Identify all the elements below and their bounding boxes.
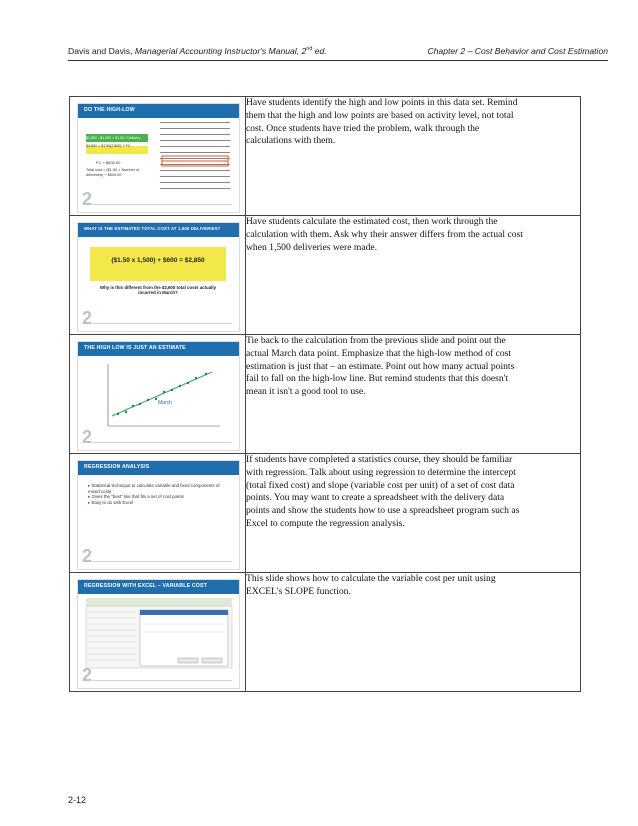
note-line: cost. Once students have tried the problem, walk through the: [246, 122, 480, 134]
slide-notes-table: [69, 96, 581, 692]
slide-title: REGRESSION WITH EXCEL – VARIABLE COST: [84, 583, 208, 589]
notes-cell: [246, 97, 581, 216]
slide-thumbnail: [77, 222, 240, 332]
slide-bullet-text: Statistical technique to calculate variable and fixed components of mixed costs: [88, 483, 220, 494]
note-line: Have students calculate the estimated cost, then work through the: [246, 216, 498, 227]
slide-thumbnail-cell: [70, 454, 246, 573]
slide-title: WHAT IS THE ESTIMATED TOTAL COST AT 1,500 DELIVERIES?: [84, 226, 221, 231]
slide-thumbnail-cell: [70, 573, 246, 692]
page-header: [68, 46, 608, 60]
header-book-title: Managerial Accounting Instructor's Manual, 2: [134, 46, 307, 56]
header-rule: [68, 60, 608, 61]
slide-thumbnail-cell: [70, 97, 246, 216]
slide-number: 2: [82, 546, 93, 566]
slide-number: 2: [82, 665, 93, 685]
slide-title-bar: [78, 461, 239, 475]
slide-bullet: ▸ Statistical technique to calculate variable and fixed components of mixed costs: [88, 483, 220, 494]
notes-cell: [246, 573, 581, 692]
note-line: Tie back to the calculation from the previous slide and point out the: [246, 335, 506, 346]
slide-title: DO THE HIGH-LOW: [84, 107, 135, 113]
slide-equation: ($1.50 x 1,500) + $600 = $2,850: [111, 257, 205, 264]
slide-scatter-chart: [78, 342, 239, 450]
slide-title: THE HIGH LOW IS JUST AN ESTIMATE: [84, 345, 186, 351]
header-authors: Davis and Davis,: [68, 46, 135, 56]
note-line: This slide shows how to calculate the variable cost per unit using: [246, 573, 496, 584]
note-line: actual March data point. Emphasize that the high-low method of cost: [246, 347, 512, 359]
slide-number: 2: [82, 427, 93, 447]
header-chapter: Chapter 2 – Cost Behavior and Cost Estimation: [427, 46, 608, 56]
slide-title: REGRESSION ANALYSIS: [84, 464, 150, 470]
slide-thumbnail-cell: [70, 216, 246, 335]
slide-total-cost: Total cost = ($1.50 × Number of deliveries) + $600.00: [86, 168, 140, 177]
notes-cell: [246, 335, 581, 454]
note-line: EXCEL's SLOPE function.: [246, 585, 351, 597]
header-edition-sup: nd: [306, 46, 313, 52]
note-line: estimation is just that – an estimate. Point out how many actual points: [246, 360, 515, 372]
slide-footer-rule: [92, 442, 232, 443]
slide-bullet-list: [88, 483, 228, 505]
slide-bullet: ▸ Easy to do with Excel: [88, 499, 134, 505]
note-line: mean it isn't a good tool to use.: [246, 386, 366, 397]
slide-bullet-text: Gives the "best" line that fits a set of cost points: [91, 494, 184, 500]
slide-thumbnail: [77, 460, 240, 570]
slide-highlight-box: [90, 247, 226, 281]
slide-title-bar: [78, 223, 239, 237]
note-line: with regression. Talk about using regression to determine the intercept: [246, 466, 516, 478]
note-line: when 1,500 deliveries were made.: [246, 241, 378, 253]
slide-question: Why is this different from the $2,600 total costs actually incurred in March?: [99, 285, 217, 296]
notes-cell: [246, 454, 581, 573]
note-line: calculation with them. Ask why their answer differs from the actual cost: [246, 228, 523, 240]
slide-formula-1: $1,500 - $1,050 = $1.50 / Delivery: [86, 136, 141, 140]
slide-thumbnail-cell: [70, 335, 246, 454]
note-line: calculations with them.: [246, 135, 336, 147]
table-row: [70, 454, 581, 573]
table-row: [70, 216, 581, 335]
slide-march-label: March: [158, 400, 172, 406]
header-left: [68, 46, 327, 56]
note-line: them that the high and low points are based on activity level, not total: [246, 109, 514, 121]
slide-thumbnail: [77, 579, 240, 689]
note-line: points. You may want to create a spreadsheet with the delivery data: [246, 492, 505, 504]
slide-number: 2: [82, 308, 93, 328]
slide-footer-rule: [92, 680, 232, 681]
slide-thumbnail: [77, 103, 240, 213]
slide-footer-rule: [92, 204, 232, 205]
table-row: [70, 335, 581, 454]
slide-formula-3: FC = $600.00: [96, 160, 121, 165]
slide-bullet: ▸ Gives the "best" line that fits a set of cost points: [88, 494, 184, 500]
slide-spreadsheet-screenshot: [78, 580, 239, 688]
slide-formula-block: [86, 134, 148, 150]
slide-graphic: [78, 104, 239, 212]
note-line: If students have completed a statistics course, they should be familiar: [246, 454, 513, 465]
note-line: Excel to compute the regression analysis.: [246, 517, 405, 529]
table-row: [70, 573, 581, 692]
note-line: points and show the students how to use a spreadsheet program such as: [246, 505, 520, 516]
table-row: [70, 97, 581, 216]
note-line: Have students identify the high and low points in this data set. Remind: [246, 97, 518, 108]
slide-bullet-text: Easy to do with Excel: [91, 499, 134, 505]
header-edition: ed.: [312, 46, 327, 56]
slide-formula-2: $4,800 = $1.50(2,800) + FC: [86, 144, 131, 148]
slide-thumbnail: [77, 341, 240, 451]
slide-footer-rule: [92, 561, 232, 562]
slide-footer-rule: [92, 323, 232, 324]
slide-number: 2: [82, 189, 93, 209]
note-line: fail to fall on the high-low line. But remind students that this doesn't: [246, 373, 509, 385]
page-number: 2-12: [68, 795, 87, 805]
notes-cell: [246, 216, 581, 335]
note-line: (total fixed cost) and slope (variable cost per unit) of a set of cost data: [246, 479, 515, 491]
